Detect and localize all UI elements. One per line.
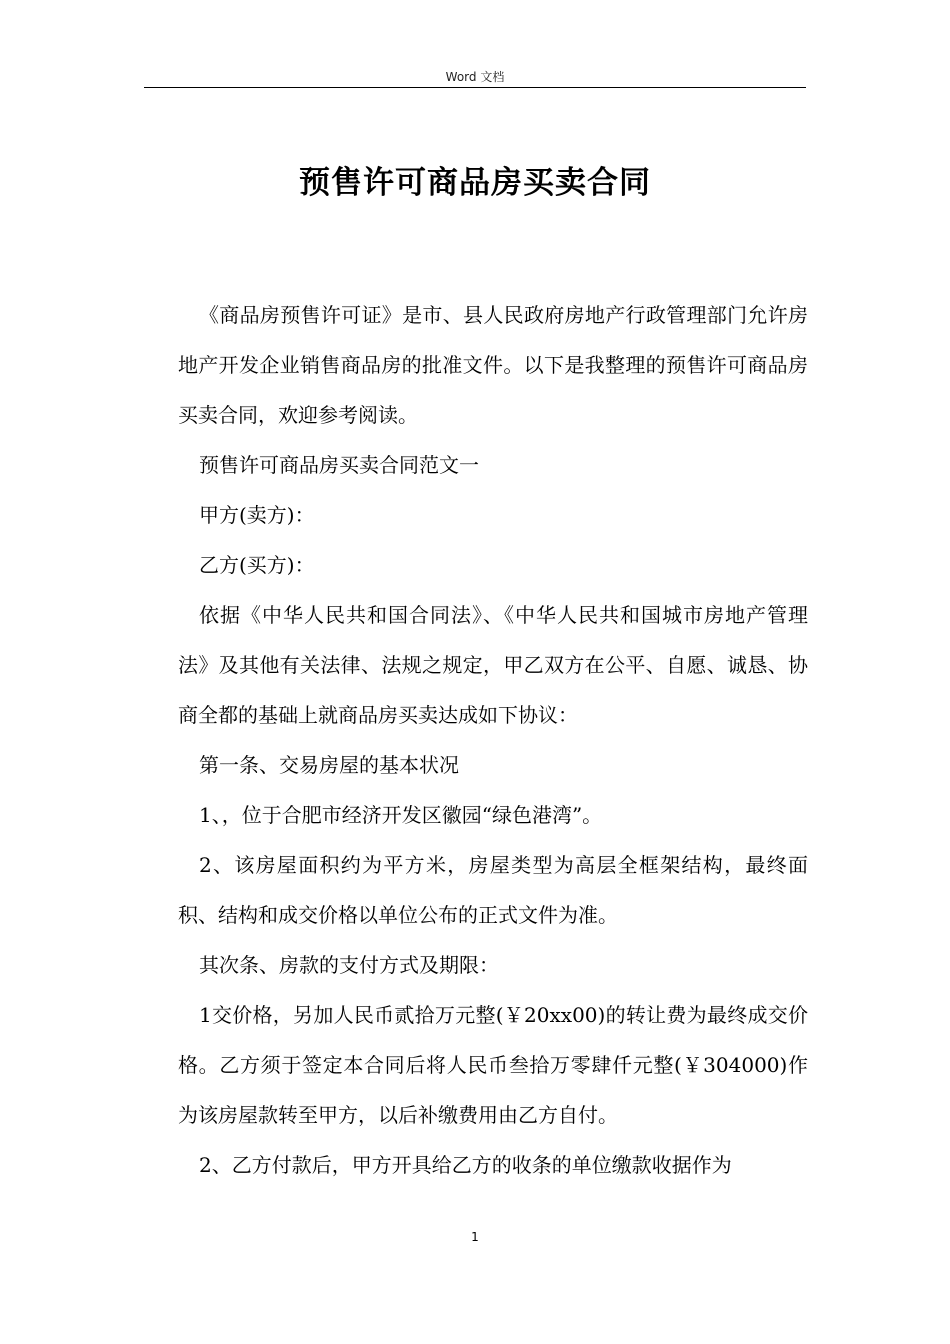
header-rule — [144, 87, 806, 88]
paragraph-sample-heading: 预售许可商品房买卖合同范文一 — [199, 453, 479, 477]
paragraph-clause-1-1: 1、，位于合肥市经济开发区徽园“绿色港湾”。 — [199, 803, 603, 827]
paragraph-party-a: 甲方(卖方)： — [199, 503, 315, 527]
page-number: 1 — [471, 1230, 479, 1244]
paragraph-clause-2-1: 1交价格，另加人民币贰拾万元整(￥20xx00)的转让费为最终成交价格。乙方须于签定本合同后将人民币叁拾万零肆仟元整(￥304000)作为该房屋款转至甲方，以后补缴费用由乙方自付。 — [178, 1003, 808, 1127]
paragraph-clause-2-2: 2、乙方付款后，甲方开具给乙方的收条的单位缴款收据作为 — [199, 1153, 732, 1177]
document-title: 预售许可商品房买卖合同 — [299, 165, 651, 201]
document-body — [178, 290, 808, 1190]
paragraph-clause-1-2: 2、该房屋面积约为平方米，房屋类型为高层全框架结构，最终面积、结构和成交价格以单位公布的正式文件为准。 — [178, 853, 808, 927]
paragraph-party-b: 乙方(买方)： — [199, 553, 315, 577]
paragraph-legal-basis: 依据《中华人民共和国合同法》、《中华人民共和国城市房地产管理法》及其他有关法律、法规之规定，甲乙双方在公平、自愿、诚恳、协商全都的基础上就商品房买卖达成如下协议： — [178, 603, 808, 727]
paragraph-intro: 《商品房预售许可证》是市、县人民政府房地产行政管理部门允许房地产开发企业销售商品房的批准文件。以下是我整理的预售许可商品房买卖合同，欢迎参考阅读。 — [178, 303, 808, 427]
paragraph-article-1: 第一条、交易房屋的基本状况 — [199, 753, 459, 777]
header-text: Word 文档 — [445, 70, 505, 84]
paragraph-article-2: 其次条、房款的支付方式及期限： — [199, 953, 499, 977]
